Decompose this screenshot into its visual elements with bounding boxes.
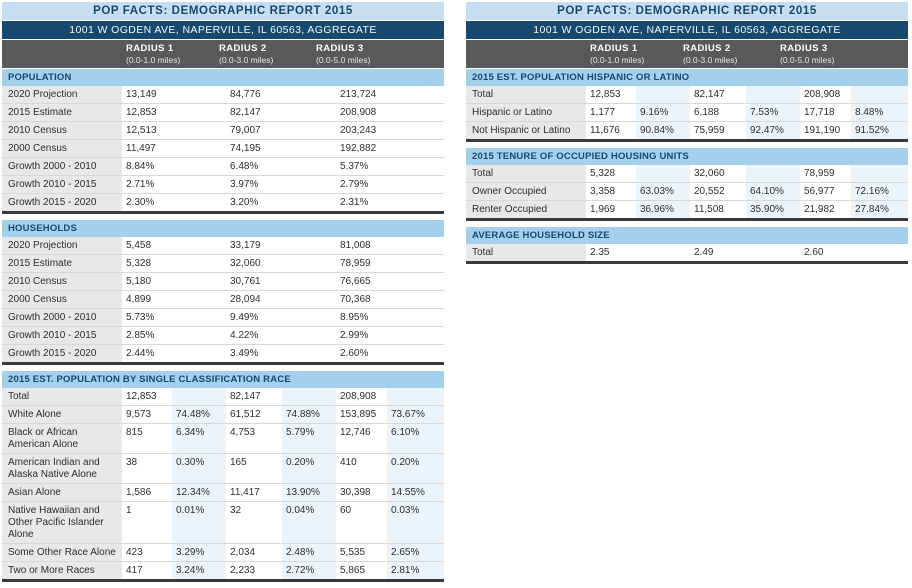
cell-percent: 6.10% bbox=[387, 424, 444, 454]
table-row bbox=[2, 327, 444, 345]
row-label: Growth 2000 - 2010 bbox=[2, 158, 122, 176]
row-label: Total bbox=[466, 244, 586, 263]
table-row bbox=[2, 502, 444, 544]
radius-range-label: (0.0-5.0 miles) bbox=[316, 55, 371, 65]
cell-value: 3.49% bbox=[226, 345, 282, 364]
cell-percent bbox=[172, 309, 226, 327]
cell-percent bbox=[282, 291, 336, 309]
table-row bbox=[2, 454, 444, 484]
row-label: Owner Occupied bbox=[466, 183, 586, 201]
cell-value: 2.30% bbox=[122, 194, 172, 213]
table-row bbox=[2, 86, 444, 104]
cell-percent bbox=[172, 255, 226, 273]
cell-value: 61,512 bbox=[226, 406, 282, 424]
row-label: Asian Alone bbox=[2, 484, 122, 502]
row-label: 2015 Estimate bbox=[2, 255, 122, 273]
cell-value: 70,368 bbox=[336, 291, 387, 309]
cell-percent bbox=[172, 388, 226, 406]
cell-percent bbox=[746, 86, 800, 104]
cell-percent: 8.48% bbox=[851, 104, 908, 122]
section-2015-est-population-hispanic-or-latino bbox=[466, 69, 908, 142]
cell-value: 417 bbox=[122, 562, 172, 581]
cell-value: 78,959 bbox=[800, 165, 851, 183]
cell-value: 2,034 bbox=[226, 544, 282, 562]
cell-value: 5.37% bbox=[336, 158, 387, 176]
cell-value: 82,147 bbox=[690, 86, 746, 104]
radius-range-label: (0.0-1.0 miles) bbox=[126, 55, 181, 65]
row-label: Some Other Race Alone bbox=[2, 544, 122, 562]
table-row bbox=[466, 183, 908, 201]
row-label: Total bbox=[466, 86, 586, 104]
cell-value: 153,895 bbox=[336, 406, 387, 424]
row-label: Growth 2015 - 2020 bbox=[2, 345, 122, 364]
cell-percent: 35.90% bbox=[746, 201, 800, 220]
cell-percent bbox=[387, 122, 444, 140]
cell-percent: 6.34% bbox=[172, 424, 226, 454]
cell-percent bbox=[172, 237, 226, 255]
cell-value: 2,233 bbox=[226, 562, 282, 581]
cell-value: 5,180 bbox=[122, 273, 172, 291]
cell-percent bbox=[387, 309, 444, 327]
cell-percent: 27.84% bbox=[851, 201, 908, 220]
cell-value: 4,753 bbox=[226, 424, 282, 454]
cell-percent bbox=[282, 388, 336, 406]
cell-percent: 2.65% bbox=[387, 544, 444, 562]
cell-percent: 13.90% bbox=[282, 484, 336, 502]
cell-percent bbox=[282, 194, 336, 213]
cell-value: 5,328 bbox=[586, 165, 636, 183]
cell-value: 82,147 bbox=[226, 388, 282, 406]
table-row bbox=[2, 562, 444, 581]
cell-value: 32,060 bbox=[690, 165, 746, 183]
cell-percent bbox=[172, 158, 226, 176]
radius-label: RADIUS 1 bbox=[590, 43, 638, 54]
cell-value: 5,865 bbox=[336, 562, 387, 581]
section-header: 2015 EST. POPULATION BY SINGLE CLASSIFICATION RACE bbox=[2, 371, 444, 388]
cell-value: 11,676 bbox=[586, 122, 636, 141]
cell-value: 2.99% bbox=[336, 327, 387, 345]
cell-percent bbox=[172, 291, 226, 309]
radius-label: RADIUS 3 bbox=[780, 43, 828, 54]
table-row bbox=[2, 309, 444, 327]
cell-percent: 0.01% bbox=[172, 502, 226, 544]
row-label: Two or More Races bbox=[2, 562, 122, 581]
cell-value: 2.35 bbox=[586, 244, 636, 263]
table-row bbox=[466, 244, 908, 263]
cell-percent: 3.29% bbox=[172, 544, 226, 562]
cell-value: 12,746 bbox=[336, 424, 387, 454]
cell-value: 11,497 bbox=[122, 140, 172, 158]
section-header-row bbox=[2, 371, 444, 388]
cell-value: 165 bbox=[226, 454, 282, 484]
cell-value: 3,358 bbox=[586, 183, 636, 201]
cell-percent: 91.52% bbox=[851, 122, 908, 141]
cell-percent bbox=[387, 158, 444, 176]
cell-value: 5,328 bbox=[122, 255, 172, 273]
cell-value: 5.73% bbox=[122, 309, 172, 327]
cell-percent: 92.47% bbox=[746, 122, 800, 141]
cell-value: 78,959 bbox=[336, 255, 387, 273]
cell-value: 208,908 bbox=[336, 104, 387, 122]
radius-label: RADIUS 3 bbox=[316, 43, 364, 54]
section-header: AVERAGE HOUSEHOLD SIZE bbox=[466, 227, 908, 244]
row-label: White Alone bbox=[2, 406, 122, 424]
cell-value: 2.85% bbox=[122, 327, 172, 345]
cell-percent bbox=[387, 388, 444, 406]
cell-percent bbox=[282, 86, 336, 104]
section-header-row bbox=[466, 227, 908, 244]
cell-value: 2.31% bbox=[336, 194, 387, 213]
cell-percent bbox=[282, 122, 336, 140]
cell-value: 1,969 bbox=[586, 201, 636, 220]
cell-percent: 5.79% bbox=[282, 424, 336, 454]
table-row bbox=[2, 424, 444, 454]
cell-value: 32,060 bbox=[226, 255, 282, 273]
table-row bbox=[2, 158, 444, 176]
cell-percent: 64.10% bbox=[746, 183, 800, 201]
radius-column-header bbox=[586, 40, 679, 68]
section-header-row bbox=[2, 69, 444, 86]
cell-value: 56,977 bbox=[800, 183, 851, 201]
cell-value: 13,149 bbox=[122, 86, 172, 104]
radius-column-header bbox=[679, 40, 776, 68]
cell-percent bbox=[172, 86, 226, 104]
radius-column-header bbox=[122, 40, 215, 68]
cell-percent bbox=[172, 122, 226, 140]
cell-percent: 7.53% bbox=[746, 104, 800, 122]
row-label: Black or African American Alone bbox=[2, 424, 122, 454]
report-panel-left bbox=[2, 2, 444, 588]
table-row bbox=[2, 544, 444, 562]
row-label: Growth 2010 - 2015 bbox=[2, 176, 122, 194]
radius-range-label: (0.0-5.0 miles) bbox=[780, 55, 835, 65]
cell-percent: 74.88% bbox=[282, 406, 336, 424]
table-row bbox=[2, 104, 444, 122]
cell-value: 79,007 bbox=[226, 122, 282, 140]
cell-percent bbox=[282, 327, 336, 345]
table-row bbox=[2, 140, 444, 158]
cell-percent: 0.03% bbox=[387, 502, 444, 544]
cell-percent bbox=[387, 237, 444, 255]
cell-percent bbox=[746, 165, 800, 183]
cell-percent: 74.48% bbox=[172, 406, 226, 424]
radius-label: RADIUS 2 bbox=[683, 43, 731, 54]
cell-percent: 14.55% bbox=[387, 484, 444, 502]
cell-value: 60 bbox=[336, 502, 387, 544]
cell-value: 11,417 bbox=[226, 484, 282, 502]
section-header-row bbox=[466, 148, 908, 165]
section-population bbox=[2, 69, 444, 214]
cell-value: 74,195 bbox=[226, 140, 282, 158]
cell-value: 6,188 bbox=[690, 104, 746, 122]
section-households bbox=[2, 220, 444, 365]
table-row bbox=[2, 122, 444, 140]
report-panel-right bbox=[466, 2, 908, 270]
cell-value: 38 bbox=[122, 454, 172, 484]
radius-column-header bbox=[215, 40, 312, 68]
row-label: Total bbox=[466, 165, 586, 183]
cell-value: 76,665 bbox=[336, 273, 387, 291]
row-label: 2000 Census bbox=[2, 291, 122, 309]
cell-value: 8.95% bbox=[336, 309, 387, 327]
radius-range-label: (0.0-1.0 miles) bbox=[590, 55, 645, 65]
cell-percent: 36.96% bbox=[636, 201, 690, 220]
cell-value: 9.49% bbox=[226, 309, 282, 327]
cell-value: 4,899 bbox=[122, 291, 172, 309]
cell-percent bbox=[387, 255, 444, 273]
row-label: Growth 2000 - 2010 bbox=[2, 309, 122, 327]
cell-percent: 2.81% bbox=[387, 562, 444, 581]
radius-header-row bbox=[466, 40, 908, 68]
row-label: Growth 2015 - 2020 bbox=[2, 194, 122, 213]
cell-percent bbox=[636, 86, 690, 104]
cell-percent bbox=[172, 140, 226, 158]
cell-value: 5,535 bbox=[336, 544, 387, 562]
row-label: Native Hawaiian and Other Pacific Islander Alone bbox=[2, 502, 122, 544]
cell-percent bbox=[387, 104, 444, 122]
cell-percent bbox=[851, 165, 908, 183]
cell-value: 11,508 bbox=[690, 201, 746, 220]
table-row bbox=[466, 86, 908, 104]
cell-percent bbox=[172, 273, 226, 291]
radius-label: RADIUS 1 bbox=[126, 43, 174, 54]
cell-value: 423 bbox=[122, 544, 172, 562]
table-row bbox=[2, 291, 444, 309]
section-header: POPULATION bbox=[2, 69, 444, 86]
cell-value: 1,586 bbox=[122, 484, 172, 502]
cell-percent bbox=[172, 327, 226, 345]
section-header: 2015 TENURE OF OCCUPIED HOUSING UNITS bbox=[466, 148, 908, 165]
cell-percent: 9.16% bbox=[636, 104, 690, 122]
table-row bbox=[2, 406, 444, 424]
row-label: 2010 Census bbox=[2, 122, 122, 140]
cell-value: 2.60% bbox=[336, 345, 387, 364]
cell-percent: 0.30% bbox=[172, 454, 226, 484]
row-label: Growth 2010 - 2015 bbox=[2, 327, 122, 345]
section-2015-tenure-of-occupied-housing-units bbox=[466, 148, 908, 221]
row-label: 2000 Census bbox=[2, 140, 122, 158]
cell-percent bbox=[746, 244, 800, 263]
radius-header-spacer bbox=[466, 40, 586, 68]
row-label: 2020 Projection bbox=[2, 237, 122, 255]
cell-percent: 0.20% bbox=[282, 454, 336, 484]
section-header-row bbox=[466, 69, 908, 86]
cell-value: 2.71% bbox=[122, 176, 172, 194]
row-label: Total bbox=[2, 388, 122, 406]
cell-percent bbox=[172, 104, 226, 122]
table-row bbox=[2, 237, 444, 255]
cell-percent: 3.24% bbox=[172, 562, 226, 581]
cell-value: 2.79% bbox=[336, 176, 387, 194]
report-title: POP FACTS: DEMOGRAPHIC REPORT 2015 bbox=[2, 2, 444, 20]
cell-value: 191,190 bbox=[800, 122, 851, 141]
cell-value: 12,513 bbox=[122, 122, 172, 140]
cell-value: 84,776 bbox=[226, 86, 282, 104]
cell-value: 203,243 bbox=[336, 122, 387, 140]
section-header: HOUSEHOLDS bbox=[2, 220, 444, 237]
cell-percent bbox=[636, 244, 690, 263]
table-row bbox=[2, 194, 444, 213]
cell-value: 21,982 bbox=[800, 201, 851, 220]
cell-percent bbox=[387, 327, 444, 345]
table-row bbox=[2, 255, 444, 273]
cell-value: 3.20% bbox=[226, 194, 282, 213]
cell-percent: 12.34% bbox=[172, 484, 226, 502]
row-label: 2010 Census bbox=[2, 273, 122, 291]
radius-header-spacer bbox=[2, 40, 122, 68]
table-row bbox=[2, 388, 444, 406]
cell-percent bbox=[851, 86, 908, 104]
cell-value: 815 bbox=[122, 424, 172, 454]
section-header: 2015 EST. POPULATION HISPANIC OR LATINO bbox=[466, 69, 908, 86]
row-label: American Indian and Alaska Native Alone bbox=[2, 454, 122, 484]
radius-column-header bbox=[776, 40, 908, 68]
cell-percent bbox=[387, 291, 444, 309]
cell-percent: 2.48% bbox=[282, 544, 336, 562]
cell-percent bbox=[387, 194, 444, 213]
radius-label: RADIUS 2 bbox=[219, 43, 267, 54]
cell-percent bbox=[282, 158, 336, 176]
cell-value: 3.97% bbox=[226, 176, 282, 194]
cell-value: 82,147 bbox=[226, 104, 282, 122]
cell-value: 4.22% bbox=[226, 327, 282, 345]
section-average-household-size bbox=[466, 227, 908, 264]
cell-value: 28,094 bbox=[226, 291, 282, 309]
radius-column-header bbox=[312, 40, 444, 68]
table-row bbox=[2, 176, 444, 194]
cell-percent bbox=[387, 273, 444, 291]
cell-percent bbox=[282, 309, 336, 327]
cell-percent bbox=[282, 273, 336, 291]
cell-value: 32 bbox=[226, 502, 282, 544]
cell-percent: 90.84% bbox=[636, 122, 690, 141]
cell-percent bbox=[851, 244, 908, 263]
table-row bbox=[466, 104, 908, 122]
report-address: 1001 W OGDEN AVE, NAPERVILLE, IL 60563, AGGREGATE bbox=[2, 21, 444, 39]
cell-percent bbox=[387, 176, 444, 194]
cell-value: 208,908 bbox=[800, 86, 851, 104]
radius-range-label: (0.0-3.0 miles) bbox=[219, 55, 274, 65]
cell-percent: 0.04% bbox=[282, 502, 336, 544]
cell-value: 1 bbox=[122, 502, 172, 544]
cell-value: 20,552 bbox=[690, 183, 746, 201]
cell-percent bbox=[282, 345, 336, 364]
cell-value: 213,724 bbox=[336, 86, 387, 104]
cell-percent bbox=[172, 176, 226, 194]
row-label: Not Hispanic or Latino bbox=[466, 122, 586, 141]
cell-percent: 2.72% bbox=[282, 562, 336, 581]
cell-percent: 63.03% bbox=[636, 183, 690, 201]
cell-percent bbox=[172, 345, 226, 364]
cell-percent bbox=[387, 345, 444, 364]
cell-value: 192,882 bbox=[336, 140, 387, 158]
cell-percent bbox=[282, 176, 336, 194]
cell-value: 17,718 bbox=[800, 104, 851, 122]
cell-percent bbox=[387, 86, 444, 104]
table-row bbox=[2, 273, 444, 291]
cell-percent bbox=[282, 237, 336, 255]
cell-percent: 0.20% bbox=[387, 454, 444, 484]
table-row bbox=[466, 165, 908, 183]
cell-value: 12,853 bbox=[122, 104, 172, 122]
cell-value: 33,179 bbox=[226, 237, 282, 255]
table-row bbox=[466, 201, 908, 220]
cell-value: 410 bbox=[336, 454, 387, 484]
report-address: 1001 W OGDEN AVE, NAPERVILLE, IL 60563, AGGREGATE bbox=[466, 21, 908, 39]
section-header-row bbox=[2, 220, 444, 237]
cell-value: 81,008 bbox=[336, 237, 387, 255]
cell-value: 1,177 bbox=[586, 104, 636, 122]
cell-percent bbox=[387, 140, 444, 158]
row-label: Renter Occupied bbox=[466, 201, 586, 220]
cell-value: 30,398 bbox=[336, 484, 387, 502]
row-label: 2020 Projection bbox=[2, 86, 122, 104]
cell-value: 8.84% bbox=[122, 158, 172, 176]
cell-value: 75,959 bbox=[690, 122, 746, 141]
section-2015-est-population-by-single-classification-race bbox=[2, 371, 444, 582]
radius-header-row bbox=[2, 40, 444, 68]
cell-value: 12,853 bbox=[586, 86, 636, 104]
cell-value: 208,908 bbox=[336, 388, 387, 406]
cell-value: 12,853 bbox=[122, 388, 172, 406]
table-row bbox=[2, 484, 444, 502]
cell-percent bbox=[282, 140, 336, 158]
cell-value: 2.49 bbox=[690, 244, 746, 263]
cell-value: 30,761 bbox=[226, 273, 282, 291]
cell-value: 2.44% bbox=[122, 345, 172, 364]
row-label: Hispanic or Latino bbox=[466, 104, 586, 122]
cell-percent bbox=[636, 165, 690, 183]
cell-value: 5,458 bbox=[122, 237, 172, 255]
cell-percent bbox=[282, 104, 336, 122]
row-label: 2015 Estimate bbox=[2, 104, 122, 122]
cell-value: 9,573 bbox=[122, 406, 172, 424]
cell-percent bbox=[172, 194, 226, 213]
cell-percent: 72.16% bbox=[851, 183, 908, 201]
cell-value: 2.60 bbox=[800, 244, 851, 263]
table-row bbox=[2, 345, 444, 364]
table-row bbox=[466, 122, 908, 141]
radius-range-label: (0.0-3.0 miles) bbox=[683, 55, 738, 65]
cell-percent bbox=[282, 255, 336, 273]
cell-percent: 73.67% bbox=[387, 406, 444, 424]
report-title: POP FACTS: DEMOGRAPHIC REPORT 2015 bbox=[466, 2, 908, 20]
cell-value: 6.48% bbox=[226, 158, 282, 176]
